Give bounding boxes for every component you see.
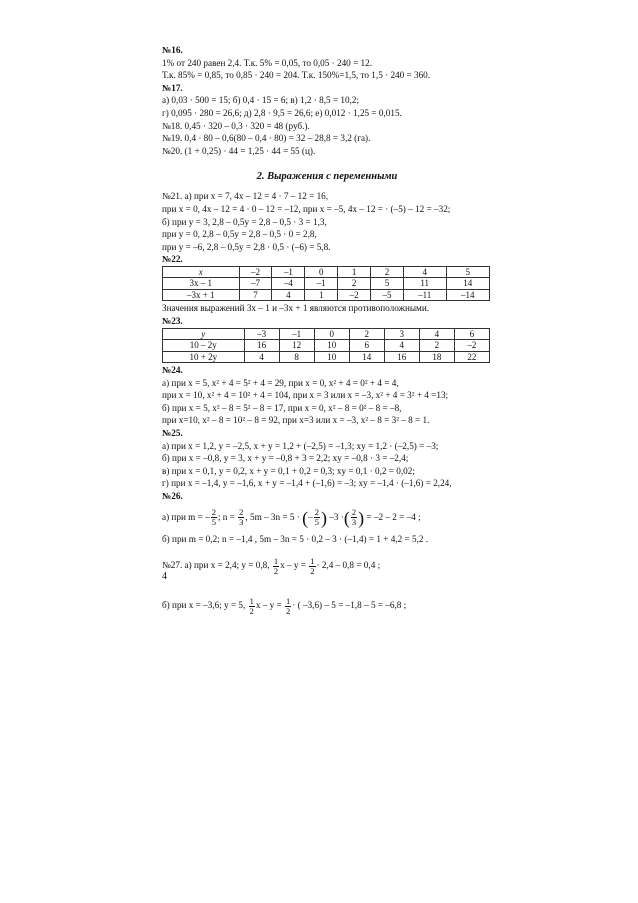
- table-cell: 10 + 2y: [163, 351, 245, 363]
- eq-text: x – y =: [255, 600, 282, 611]
- table-cell: –3x + 1: [163, 289, 240, 301]
- text-line: а) при x = 1,2, y = –2,5, x + y = 1,2 + (–2,5) = –1,3; xy = 1,2 · (–2,5) = –3;: [162, 440, 439, 451]
- table-cell: 8: [279, 351, 314, 363]
- table-cell: 16: [384, 351, 419, 363]
- table-cell: 2: [349, 328, 384, 340]
- fraction-numerator: 1: [273, 555, 279, 566]
- table-row: [163, 266, 490, 278]
- table-cell: 16: [244, 340, 279, 352]
- table-23: [162, 328, 490, 364]
- table-cell: 4: [244, 351, 279, 363]
- table-cell: 10: [314, 340, 349, 352]
- eq-text: , 5m – 3n = 5 ·: [245, 511, 300, 522]
- section-title: 2. Выражения с переменными: [256, 171, 398, 183]
- table-cell: –11: [403, 289, 446, 301]
- table-row: [163, 328, 490, 340]
- problem-24-label: №24.: [162, 365, 183, 376]
- table-cell: 1: [305, 289, 338, 301]
- table-cell: 10: [314, 351, 349, 363]
- problems-21-22: [162, 190, 492, 266]
- problem-20-line: №20. (1 + 0,25) · 44 = 1,25 · 44 = 55 (ц).: [162, 145, 316, 156]
- table-cell: 2: [338, 278, 371, 290]
- text-line: №21. а) при x = 7, 4x – 12 = 4 · 7 – 12 = 16,: [162, 191, 329, 202]
- problem-17-label: №17.: [162, 82, 183, 93]
- fraction-numerator: 2: [211, 507, 216, 518]
- document-page: [162, 44, 492, 619]
- table-row: [163, 340, 490, 352]
- table-cell: 3x – 1: [163, 278, 240, 290]
- text-line: при x = 10, x² + 4 = 10² + 4 = 104, при x = 3 или x = –3, x² + 4 = 3² + 4 =13;: [162, 390, 449, 401]
- text-line: б) при x = 5, x² – 8 = 5² – 8 = 17, при x = 0, x² – 8 = 0² – 8 = –8,: [162, 402, 402, 413]
- problem-25-label: №25.: [162, 428, 183, 439]
- table-cell: 5: [371, 278, 404, 290]
- fraction-denominator: 2: [249, 605, 254, 616]
- text-line: б) при y = 3, 2,8 – 0,5y = 2,8 – 0,5 · 3 = 1,3,: [162, 216, 327, 227]
- table-cell: 6: [349, 340, 384, 352]
- eq-text: б) при x = –3,6; y = 5,: [162, 600, 246, 611]
- eq-text: а) при m = –: [162, 511, 210, 522]
- table-cell: 6: [454, 328, 489, 340]
- text-line: а) при x = 5, x² + 4 = 5² + 4 = 29, при x = 0, x² + 4 = 0² + 4 = 4,: [162, 377, 399, 388]
- text-line: б) при x = –0,8, y = 3, x + y = –0,8 + 3 = 2,2; xy = –0,8 · 3 = –2,4;: [162, 453, 409, 464]
- eq-text: · ( –3,6) – 5 = –1,8 – 5 = –6,8 ;: [292, 600, 407, 611]
- eq-text: x – y =: [280, 560, 306, 571]
- text-line: г) 0,095 · 280 = 26,6; д) 2,8 · 9,5 = 26,6; е) 0,012 · 1,25 = 0,015.: [162, 107, 402, 118]
- eq-text: №27. а) при x = 2,4; y = 0,8,: [162, 560, 270, 571]
- eq-text: ; n =: [217, 511, 235, 522]
- equation-27b: [162, 591, 492, 619]
- table-cell: y: [163, 328, 245, 340]
- problem-18-line: №18. 0,45 · 320 – 0,3 · 320 = 48 (руб.).: [162, 120, 310, 131]
- fraction-numerator: 1: [286, 595, 291, 606]
- paren-close: ): [320, 507, 327, 528]
- fraction: [309, 557, 315, 576]
- table-row: [163, 278, 490, 290]
- table-cell: 5: [446, 266, 489, 278]
- eq-text: –: [308, 511, 313, 522]
- table-cell: 0: [314, 328, 349, 340]
- text-line: при x = 0, 4x – 12 = 4 · 0 – 12 = –12, при x = –5, 4x – 12 = · (–5) – 12 = –32;: [162, 203, 451, 214]
- problems-16-20: [162, 44, 492, 157]
- eq-text: · 2,4 – 0,8 = 0,4 ;: [316, 560, 381, 571]
- table-cell: 4: [419, 328, 454, 340]
- fraction-denominator: 2: [310, 565, 315, 576]
- text-line: при y = 0, 2,8 – 0,5y = 2,8 – 0,5 · 0 = 2,8,: [162, 229, 317, 240]
- text-line: Т.к. 85% = 0,85, то 0,85 · 240 = 204. Т.к. 150%=1,5, то 1,5 · 240 = 360.: [162, 70, 431, 81]
- table-cell: 10 – 2y: [163, 340, 245, 352]
- table-cell: 7: [239, 289, 272, 301]
- table-cell: 2: [419, 340, 454, 352]
- fraction-numerator: 2: [239, 507, 244, 518]
- table-row: [163, 351, 490, 363]
- table-cell: 12: [279, 340, 314, 352]
- table-cell: –5: [371, 289, 404, 301]
- table-row: [163, 289, 490, 301]
- table-cell: 1: [338, 266, 371, 278]
- equation-27a: [162, 551, 492, 579]
- table-cell: 4: [403, 266, 446, 278]
- fraction-denominator: 3: [351, 517, 357, 528]
- table-cell: 18: [419, 351, 454, 363]
- table-cell: 11: [403, 278, 446, 290]
- page-number: 4: [162, 571, 167, 582]
- fraction-denominator: 5: [314, 517, 319, 528]
- table-cell: 0: [305, 266, 338, 278]
- fraction-numerator: 1: [249, 595, 254, 606]
- table-cell: –1: [305, 278, 338, 290]
- problems-24-26: [162, 364, 492, 503]
- text-line: 1% от 240 равен 2,4. Т.к. 5% = 0,05, то 0,05 · 240 = 12.: [162, 57, 373, 68]
- fraction: [249, 597, 255, 616]
- table-cell: 4: [384, 340, 419, 352]
- eq-text: –3 ·: [329, 511, 344, 522]
- problem-23-label: №23.: [162, 316, 183, 326]
- paren-open: (: [302, 507, 309, 528]
- table-cell: x: [163, 266, 240, 278]
- problem-22-label: №22.: [162, 254, 183, 265]
- fraction: [314, 508, 320, 527]
- fraction-numerator: 2: [351, 507, 357, 518]
- paren-open: (: [343, 507, 350, 528]
- note-22: Значения выражений 3x – 1 и –3x + 1 являются противоположными.: [162, 303, 430, 314]
- table-cell: 2: [371, 266, 404, 278]
- table-cell: –2: [239, 266, 272, 278]
- fraction: [211, 508, 217, 527]
- table-22: [162, 266, 490, 302]
- text-line: при x=10, x² – 8 = 10² – 8 = 92, при x=3 или x = –3, x² – 8 = 3² – 8 = 1.: [162, 415, 430, 426]
- table-cell: 22: [454, 351, 489, 363]
- table-cell: –1: [272, 266, 305, 278]
- table-cell: –2: [338, 289, 371, 301]
- text-line: при y = –6, 2,8 – 0,5y = 2,8 · 0,5 · (–6) = 5,8.: [162, 241, 331, 252]
- table-cell: –3: [244, 328, 279, 340]
- eq-text: = –2 – 2 = –4 ;: [366, 511, 421, 522]
- problem-16-label: №16.: [162, 45, 183, 55]
- fraction-denominator: 5: [211, 517, 216, 528]
- fraction: [273, 557, 279, 576]
- table-cell: –2: [454, 340, 489, 352]
- problem-19-line: №19. 0,4 · 80 – 0,6(80 – 0,4 · 80) = 32 – 28,8 = 3,2 (га).: [162, 133, 371, 144]
- fraction: [351, 508, 357, 527]
- fraction: [238, 508, 244, 527]
- table-cell: –14: [446, 289, 489, 301]
- text-line: а) 0,03 · 500 = 15; б) 0,4 · 15 = 6; в) 1,2 · 8,5 = 10,2;: [162, 95, 360, 106]
- fraction-denominator: 3: [239, 517, 244, 528]
- text-line: в) при x = 0,1, y = 0,2, x + y = 0,1 + 0,2 = 0,3; xy = 0,1 · 0,2 = 0,02;: [162, 465, 415, 476]
- table-cell: 3: [384, 328, 419, 340]
- table-cell: –4: [272, 278, 305, 290]
- equation-26b: б) при m = 0,2; n = –1,4 , 5m – 3n = 5 · 0,2 – 3 · (–1,4) = 1 + 4,2 = 5,2 .: [162, 533, 429, 544]
- table-cell: –7: [239, 278, 272, 290]
- fraction: [285, 597, 291, 616]
- table-cell: 14: [349, 351, 384, 363]
- table-cell: 4: [272, 289, 305, 301]
- fraction-denominator: 2: [286, 605, 291, 616]
- problem-26-label: №26.: [162, 491, 183, 502]
- fraction-numerator: 2: [314, 507, 319, 518]
- fraction-numerator: 1: [310, 555, 315, 566]
- table-cell: 14: [446, 278, 489, 290]
- table-cell: –1: [279, 328, 314, 340]
- text-line: г) при x = –1,4, y = –1,6, x + y = –1,4 + (–1,6) = –3; xy = –1,4 · (–1,6) = 2,24,: [162, 478, 452, 489]
- equation-26a: [162, 503, 492, 531]
- paren-close: ): [358, 507, 365, 528]
- fraction-denominator: 2: [273, 565, 279, 576]
